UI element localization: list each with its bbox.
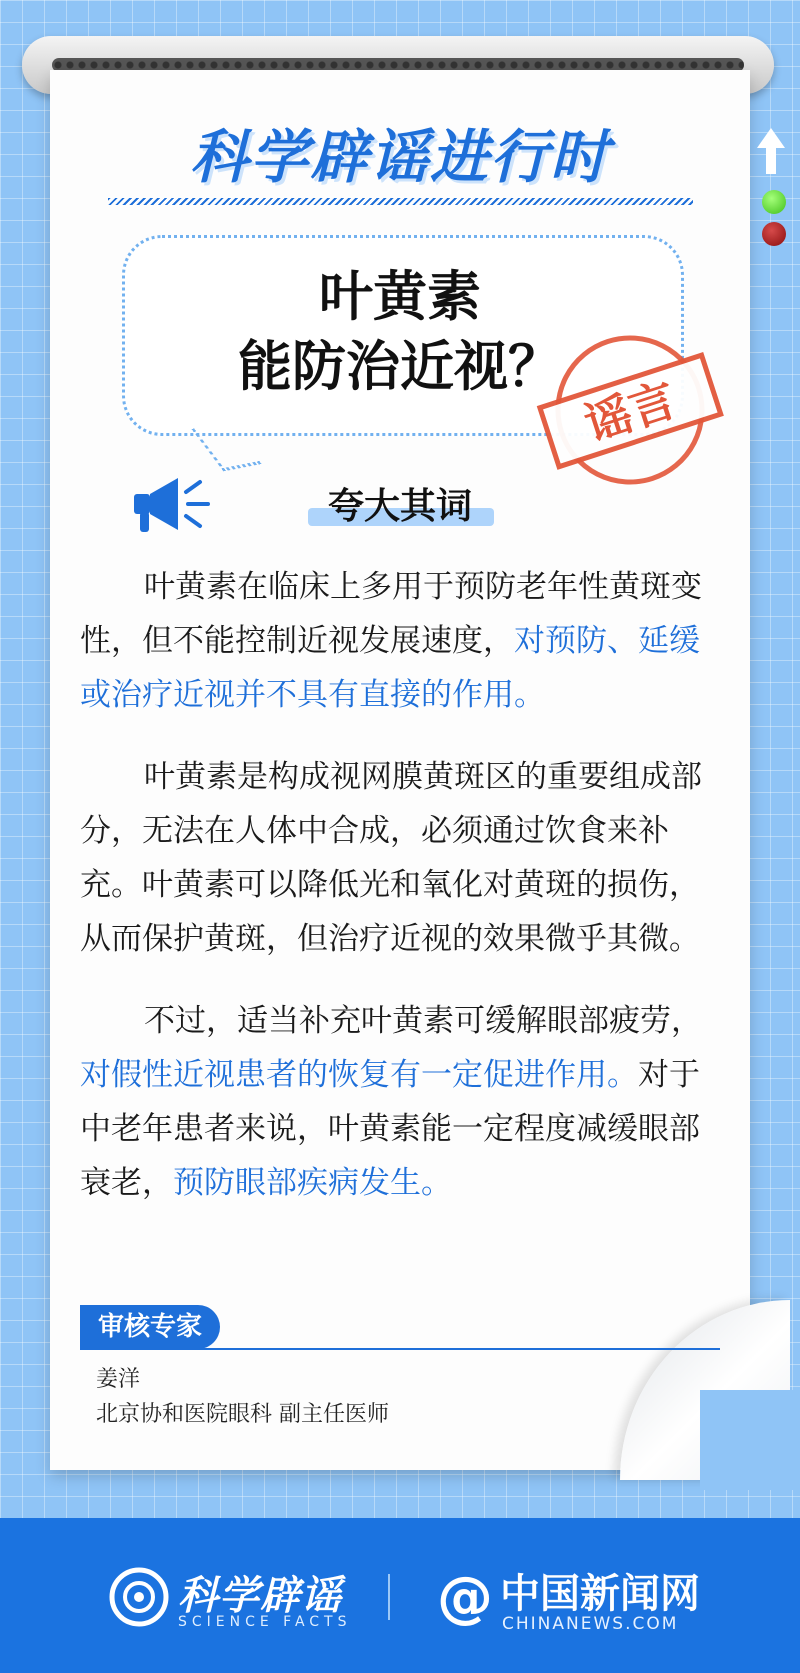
megaphone-icon [130, 472, 215, 537]
svg-text:@: @ [437, 1565, 493, 1630]
page-curl-corner [700, 1390, 800, 1490]
review-expert-tag: 审核专家 [80, 1305, 220, 1349]
red-indicator-light [762, 222, 786, 246]
chinanews-logo-text: 中国新闻网 [500, 1571, 700, 1617]
footer-divider [388, 1574, 390, 1620]
arrow-up-icon [756, 126, 786, 176]
paragraph-1: 叶黄素在临床上多用于预防老年性黄斑变性，但不能控制近视发展速度，对预防、延缓或治疗近视并不具有直接的作用。 [80, 569, 702, 713]
science-facts-logo [108, 1564, 358, 1634]
highlight-text: 对预防、延缓或治疗近视并不具有直接的作用。 [80, 623, 700, 713]
science-facts-logo-icon [108, 1566, 170, 1628]
chinanews-logo-sub: CHINANEWS.COM [502, 1614, 679, 1634]
chinanews-logo [432, 1558, 732, 1638]
article-body [80, 560, 720, 1238]
subtitle-block [300, 478, 500, 534]
reviewer-name: 姜洋 [96, 1367, 141, 1392]
science-facts-logo-sub: SCIENCE FACTS [178, 1614, 352, 1630]
highlight-text: 对假性近视患者的恢复有一定促进作用。 [80, 1057, 638, 1093]
title-underline [108, 198, 693, 205]
headline-line-1: 叶黄素 [319, 265, 481, 328]
chinanews-logo-icon [432, 1564, 498, 1630]
reviewer-affiliation: 北京协和医院眼科 副主任医师 [96, 1402, 389, 1427]
review-divider [80, 1348, 720, 1350]
highlight-text: 预防眼部疾病发生。 [173, 1165, 452, 1201]
subtitle: 夸大其词 [327, 486, 472, 527]
science-facts-logo-text: 科学辟谣 [178, 1573, 342, 1619]
paragraph-3: 不过，适当补充叶黄素可缓解眼部疲劳，对假性近视患者的恢复有一定促进作用。对于中老年患者来说，叶黄素能一定程度减缓眼部衰老，预防眼部疾病发生。 [80, 1003, 702, 1201]
page-title: 科学辟谣进行时 [189, 123, 610, 191]
stamp-text: 谣言 [578, 372, 683, 452]
green-indicator-light [762, 190, 786, 214]
headline-line-2: 能防治近视？ [238, 335, 562, 398]
paragraph-2: 叶黄素是构成视网膜黄斑区的重要组成部分，无法在人体中合成，必须通过饮食来补充。叶黄素可以降低光和氧化对黄斑的损伤，从而保护黄斑，但治疗近视的效果微乎其微。 [80, 759, 702, 957]
rumor-stamp [535, 330, 725, 490]
footer-bar [0, 1518, 800, 1673]
